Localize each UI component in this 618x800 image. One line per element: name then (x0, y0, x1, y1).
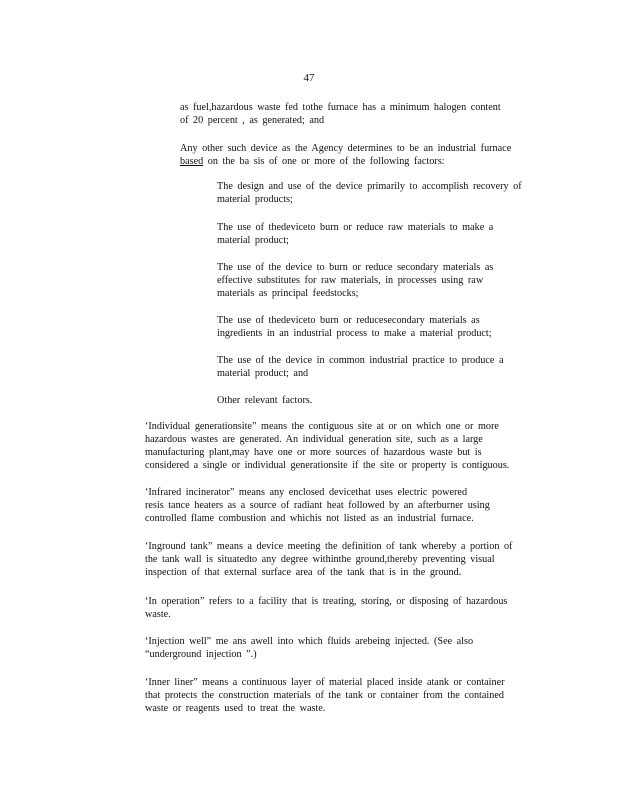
intro-line-2: of 20 percent , as generated; and (180, 115, 325, 126)
definition-1-line-3: manufacturing plant,may have one or more sources of hazardous waste but is (145, 447, 482, 458)
definition-5-line-2: “underground injection ”.) (145, 649, 257, 660)
definition-6-line-2: that protects the construction materials of the tank or container from the contained (145, 690, 504, 701)
definition-1-line-2: hazardous wastes are generated. An individual generation site, such as a large (145, 434, 483, 445)
factor-1-line-1: The design and use of the device primarily to accomplish recovery of (217, 181, 522, 192)
factor-5 (217, 354, 549, 380)
underlined-word: based (180, 156, 204, 167)
intro-line-1: as fuel,hazardous waste fed tothe furnace has a minimum halogen content (180, 102, 501, 113)
definition-5-line-1: ‘Injection well” me ans awell into which fluids arebeing injected. (See also (145, 636, 474, 647)
definition-1-line-4: considered a single or individual generationsite if the site or property is contiguous. (145, 460, 510, 471)
other-device-line-1: Any other such device as the Agency determines to be an industrial furnace (180, 143, 512, 154)
definition-2-line-3: controlled flame combustion and whichis not listed as an industrial furnace. (145, 513, 474, 524)
other-device-line-2 (180, 155, 532, 168)
definition-injection-well (145, 635, 547, 661)
factor-6-line-1: Other relevant factors. (217, 395, 313, 406)
definition-3-line-2: the tank wall is situatedto any degree withinthe ground,thereby preventing visual (145, 554, 495, 565)
factor-3-line-3: materials as principal feedstocks; (217, 288, 359, 299)
factor-5-line-2: material product; and (217, 368, 309, 379)
definition-3-line-1: ‘Inground tank” means a device meeting the definition of tank whereby a portion of (145, 541, 513, 552)
factor-4 (217, 314, 549, 340)
definition-individual-generation-site (145, 420, 547, 472)
definition-2-line-1: ‘Infrared incinerator” means any enclosed devicethat uses electric powered (145, 487, 468, 498)
other-device-line-2-rest: on the ba sis of one or more of the following factors: (203, 156, 445, 167)
definition-6-line-1: ‘Inner liner” means a continuous layer of material placed inside atank or container (145, 677, 505, 688)
factor-4-line-1: The use of thedeviceto burn or reducesecondary materials as (217, 315, 480, 326)
factor-6 (217, 394, 549, 407)
definition-4-line-2: waste. (145, 609, 171, 620)
intro-paragraph (180, 101, 532, 127)
factor-1 (217, 180, 549, 206)
other-device-paragraph (180, 142, 532, 168)
definition-infrared-incinerator (145, 486, 547, 525)
factor-3 (217, 261, 549, 300)
definition-4-line-1: ‘In operation” refers to a facility that is treating, storing, or disposing of hazardous (145, 596, 508, 607)
factor-1-line-2: material products; (217, 194, 293, 205)
factor-2-line-1: The use of thedeviceto burn or reduce raw materials to make a (217, 222, 494, 233)
definition-inner-liner (145, 676, 547, 715)
factor-4-line-2: ingredients in an industrial process to make a material product; (217, 328, 492, 339)
definition-2-line-2: resis tance heaters as a source of radiant heat followed by an afterburner using (145, 500, 490, 511)
definition-6-line-3: waste or reagents used to treat the waste. (145, 703, 326, 714)
definition-1-line-1: ‘Individual generationsite” means the contiguous site at or on which one or more (145, 421, 499, 432)
factor-3-line-2: effective substitutes for raw materials, in processes using raw (217, 275, 484, 286)
definition-in-operation (145, 595, 547, 621)
factor-5-line-1: The use of the device in common industrial practice to produce a (217, 355, 504, 366)
factor-2 (217, 221, 549, 247)
definition-inground-tank (145, 540, 547, 579)
page-number: 47 (303, 72, 315, 84)
definition-3-line-3: inspection of that external surface area of the tank that is in the ground. (145, 567, 462, 578)
factor-2-line-2: material product; (217, 235, 289, 246)
factor-3-line-1: The use of the device to burn or reduce secondary materials as (217, 262, 494, 273)
